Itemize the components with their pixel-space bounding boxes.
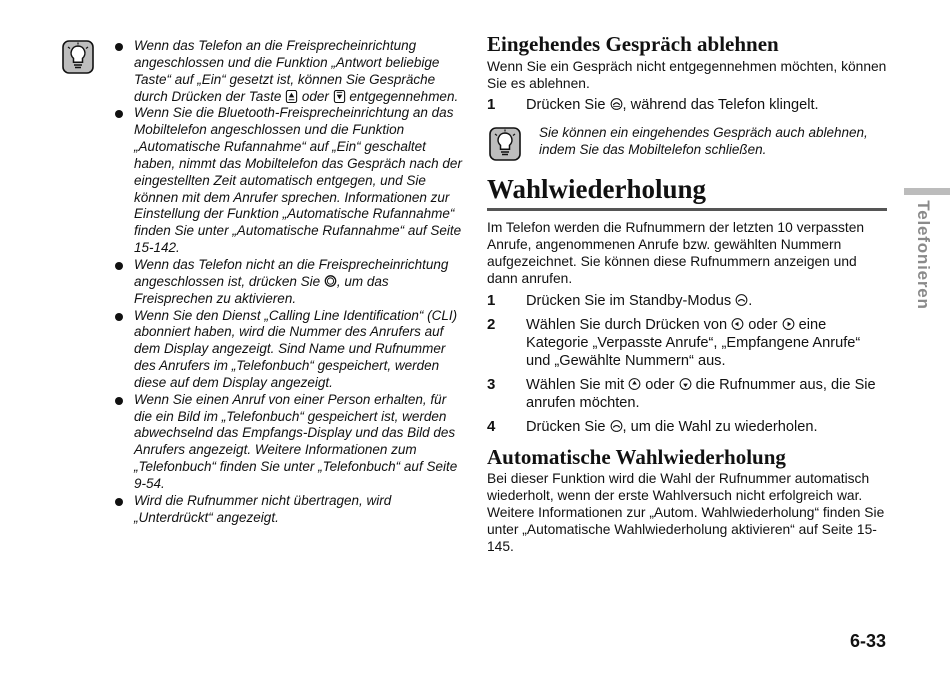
down-nav-icon (679, 378, 692, 391)
up-key-icon (285, 90, 298, 103)
step-item (487, 376, 887, 412)
step-item (487, 418, 887, 436)
step-number: 1 (487, 96, 496, 113)
note-item (112, 392, 462, 493)
section-heading-reject: Eingehendes Gespräch ablehnen (487, 32, 779, 56)
section-heading-redial: Wahlwiederholung (487, 172, 887, 211)
text-run: Wenn das Telefon nicht an die Freisprecheinrichtung angeschlossen ist, drücken Sie (134, 256, 449, 289)
auto-redial-text: Bei dieser Funktion wird die Wahl der Rufnummer automatisch wiederholt, wenn der erste Wahlversuch nicht erfolgreich war. Weitere Informationen zur „Autom. Wahlwiederholung“ finden Sie unter „Automatische Wahlwiederholung aktivieren“ auf Seite 15-145. (487, 471, 885, 554)
text-run: entgegennehmen. (345, 88, 459, 104)
text-run: die Rufnummer aus, die Sie anrufen möchten. (526, 377, 876, 411)
reject-tip-text: Sie können ein eingehendes Gespräch auch ablehnen, indem Sie das Mobiltelefon schließen. (539, 125, 868, 157)
redial-intro: Im Telefon werden die Rufnummern der letzten 10 verpassten Anrufe, angenommenen Anrufe bzw. gewählten Nummern aufgezeichnet. Sie können diese Rufnummern anzeigen und dann anrufen. (487, 220, 865, 286)
note-item (112, 308, 462, 392)
step-number: 3 (487, 376, 496, 393)
text-run: Drücken Sie (526, 419, 610, 435)
text-run: , um die Wahl zu wiederholen. (622, 419, 818, 435)
text-run: , um das Freisprechen zu aktivieren. (134, 273, 389, 306)
side-tab-label: Telefonieren (914, 200, 933, 310)
tip-lightbulb-icon (489, 127, 521, 161)
step-item (487, 316, 887, 370)
text-run: Wenn Sie die Bluetooth-Freisprecheinrichtung an das Mobiltelefon angeschlossen und die Funktion „Automatische Rufannahme“ auf „Ein“ geschaltet haben, nimmt das Mobiltelefon das Gespräch nach der eingestellten Zeit automatisch entgegen, und Sie können mit dem Anrufer sprechen. Informationen zur Einstellung der Funktion „Automatische Rufannahme“ finden Sie unter „Automatische Rufannahme“ auf Seite 15-142. (134, 105, 462, 256)
text-run: oder (298, 88, 333, 104)
text-run: oder (641, 377, 679, 393)
step-number: 2 (487, 316, 496, 333)
note-item (112, 257, 462, 308)
text-run: Wählen Sie durch Drücken von (526, 317, 732, 333)
reject-intro: Wenn Sie ein Gespräch nicht entgegennehmen möchten, können Sie es ablehnen. (487, 59, 887, 91)
text-run: Wenn das Telefon an die Freisprecheinrichtung angeschlossen und die Funktion „Antwort beliebige Taste“ auf „Ein“ gesetzt ist, können Sie Gespräche durch Drücken der Taste (134, 38, 440, 104)
step-item (487, 292, 887, 310)
text-run: Drücken Sie (526, 97, 610, 113)
content-column (487, 30, 887, 555)
text-run: Wählen Sie mit (526, 377, 629, 393)
note-item (112, 105, 462, 257)
note-item (112, 38, 462, 105)
text-run: Wenn Sie einen Anruf von einer Person erhalten, für die ein Bild im „Telefonbuch“ gespeichert ist, werden abwechselnd das Empfangs-Display und das Bild des Anrufers angezeigt. Weitere Informationen zum „Telefonbuch“ finden Sie unter „Telefonbuch“ auf Seite 9-54. (134, 391, 458, 491)
text-run: . (748, 293, 753, 309)
send-key-icon (610, 420, 623, 433)
side-tab (912, 200, 934, 310)
text-run: Wenn Sie den Dienst „Calling Line Identification“ (CLI) abonniert haben, wird die Nummer des Anrufers auf dem Display angezeigt. Sind Name und Rufnummer des Anrufers im „Telefonbuch“ gespeichert, werden diese auf dem Display angezeigt. (134, 307, 458, 390)
reject-steps (487, 96, 887, 114)
text-run: Wird die Rufnummer nicht übertragen, wird „Unterdrückt“ angezeigt. (134, 492, 392, 525)
side-tab-bar (904, 188, 950, 195)
section-heading-auto-redial: Automatische Wahlwiederholung (487, 445, 786, 469)
step-item (487, 96, 887, 114)
step-number: 4 (487, 418, 496, 435)
up-nav-icon (628, 378, 641, 391)
send-key-icon (735, 294, 748, 307)
step-number: 1 (487, 292, 496, 309)
center-key-icon (324, 275, 337, 288)
note-item (112, 493, 462, 527)
right-key-icon (782, 318, 795, 331)
down-key-icon (333, 90, 346, 103)
reject-tip (487, 124, 887, 158)
page-number: 6-33 (849, 631, 886, 651)
text-run: Drücken Sie im Standby-Modus (526, 293, 736, 309)
end-key-icon (610, 98, 623, 111)
left-key-icon (731, 318, 744, 331)
notes-column (112, 38, 462, 526)
text-run: eine Kategorie „Verpasste Anrufe“, „Empfangene Anrufe“ und „Gewählte Nummern“ aus. (526, 317, 861, 369)
text-run: , während das Telefon klingelt. (622, 97, 819, 113)
tip-lightbulb-icon (62, 40, 94, 74)
redial-steps (487, 292, 887, 436)
notes-list (112, 38, 462, 526)
text-run: oder (744, 317, 782, 333)
